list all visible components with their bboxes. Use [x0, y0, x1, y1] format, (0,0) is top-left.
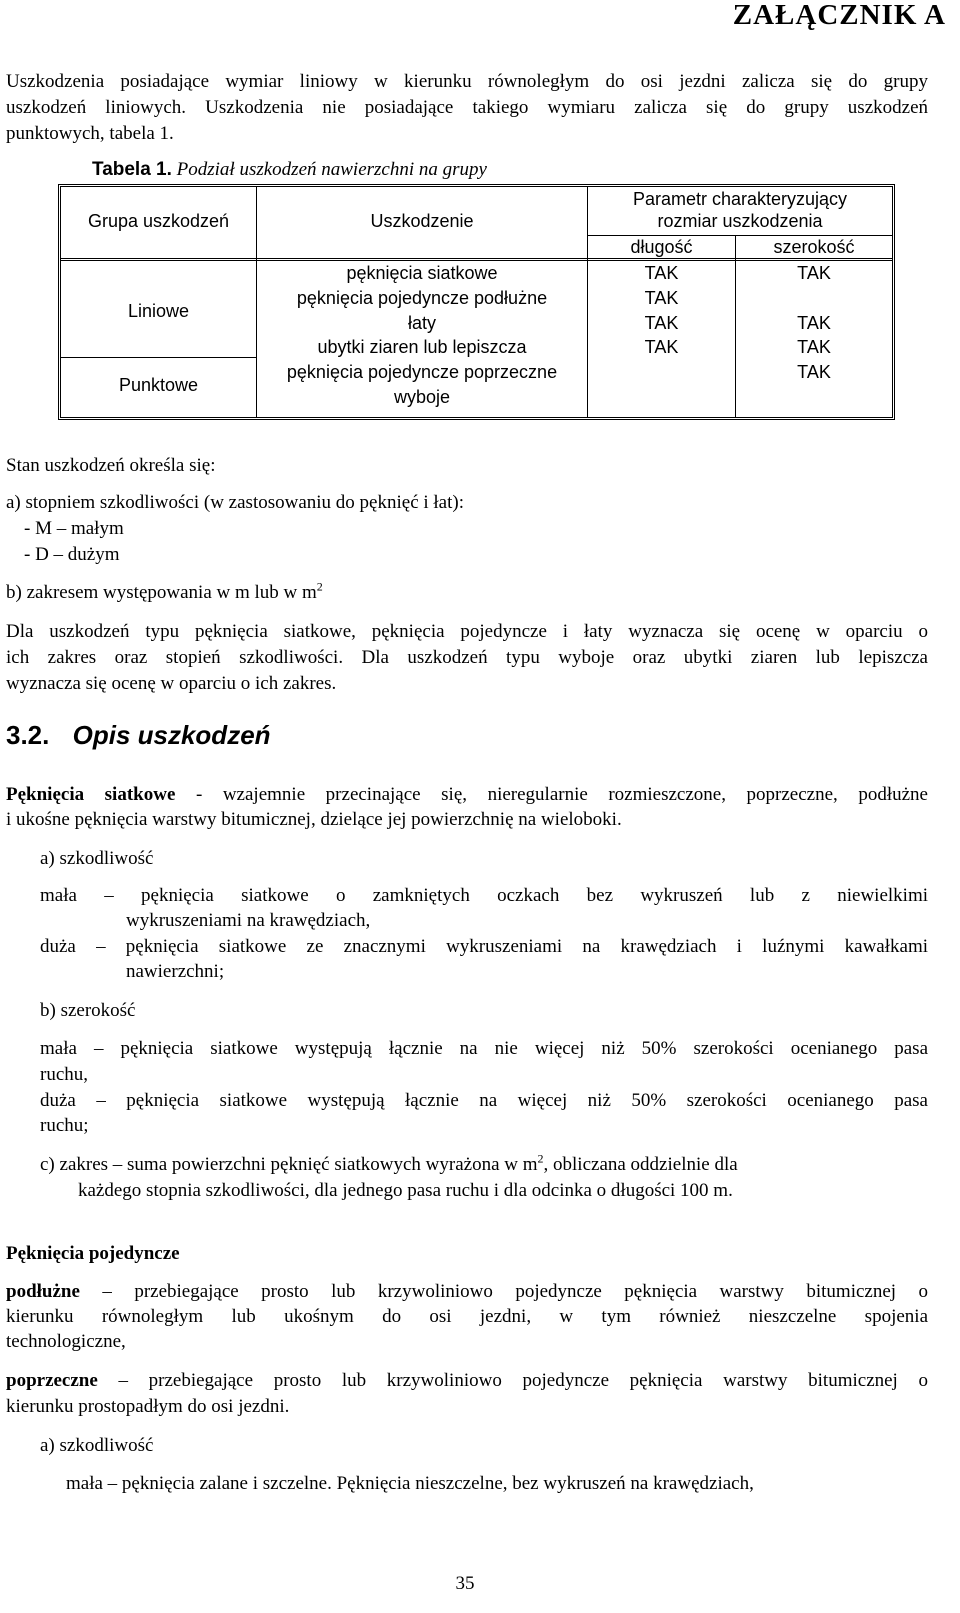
group-point: Punktowe — [118, 375, 199, 395]
state-desc-line-1: Dla uszkodzeń typu pęknięcia siatkowe, pęknięcia pojedyncze i łaty wyznacza się ocenę w oparciu o — [6, 621, 928, 642]
state-a-m: - M – małym — [24, 518, 124, 539]
single-long-line-2: kierunku równoległym lub ukośnym do osi jezdni, w tym również nieszczelne spojenia — [6, 1306, 928, 1327]
state-desc-line-2: ich zakres oraz stopień szkodliwości. Dla uszkodzeń typu wyboje oraz ubytki ziaren lub lepiszcza — [6, 647, 928, 668]
state-intro: Stan uszkodzeń określa się: — [6, 455, 216, 476]
mesh-b-large-line-1: duża – pęknięcia siatkowe występują łącznie na więcej niż 50% szerokości ocenianego pasa — [40, 1090, 928, 1111]
header-length: długość — [630, 237, 693, 257]
table-caption — [92, 156, 487, 183]
mesh-b-label: b) szerokość — [40, 1000, 136, 1021]
mesh-def-line-1: Pęknięcia siatkowe - wzajemnie przecinające się, nieregularnie rozmieszczone, poprzeczne, podłużne — [6, 784, 928, 805]
row-length: TAK — [644, 313, 679, 333]
page-header-title: ZAŁĄCZNIK A — [732, 0, 946, 31]
header-param-line1: Parametr charakteryzujący — [632, 189, 848, 209]
section-heading — [6, 718, 271, 752]
damage-group-table — [58, 184, 895, 420]
mesh-c-line-2: każdego stopnia szkodliwości, dla jednego pasa ruchu i dla odcinka o długości 100 m. — [78, 1180, 733, 1201]
state-a-d: - D – dużym — [24, 544, 120, 565]
row-damage: łaty — [407, 313, 436, 333]
table-caption-label: Tabela 1. — [92, 159, 172, 180]
row-width: TAK — [797, 263, 831, 283]
mesh-def-line-2: i ukośne pęknięcia warstwy bitumicznej, dzielące jej powierzchnię na wieloboki. — [6, 809, 622, 830]
single-title: Pęknięcia pojedyncze — [6, 1243, 180, 1264]
mesh-a-label: a) szkodliwość — [40, 848, 154, 869]
mesh-b-large-line-2: ruchu; — [40, 1115, 89, 1136]
mesh-a-large-line-1: duża – pęknięcia siatkowe ze znacznymi wykruszeniami na krawędziach i luźnymi kawałkami — [40, 936, 928, 957]
row-width: TAK — [797, 313, 831, 333]
intro-line-3: punktowych, tabela 1. — [6, 123, 174, 144]
header-param-line2: rozmiar uszkodzenia — [657, 211, 823, 231]
section-number: 3.2. — [6, 720, 50, 750]
state-desc-line-3: wyznacza się ocenę w oparciu o ich zakres. — [6, 673, 337, 694]
single-a-label: a) szkodliwość — [40, 1435, 154, 1456]
row-width: TAK — [797, 362, 831, 382]
mesh-c-line-1: c) zakres – suma powierzchni pęknięć siatkowych wyrażona w $m^2$, obliczana oddzielnie dla — [40, 1151, 738, 1175]
row-length: TAK — [644, 337, 679, 357]
row-damage: pęknięcia siatkowe — [346, 263, 498, 283]
header-group: Grupa uszkodzeń — [87, 211, 230, 231]
mesh-b-small-line-2: ruchu, — [40, 1064, 89, 1085]
state-b: b) zakresem występowania w m lub w $m^2$ — [6, 579, 323, 603]
intro-line-1: Uszkodzenia posiadające wymiar liniowy w kierunku równoległym do osi jezdni zalicza się do grupy — [6, 71, 928, 92]
single-a-small: mała – pęknięcia zalane i szczelne. Pęknięcia nieszczelne, bez wykruszeń na krawędziach, — [66, 1473, 754, 1494]
group-linear: Liniowe — [127, 301, 190, 321]
row-damage: wyboje — [393, 387, 451, 407]
row-length: TAK — [644, 288, 679, 308]
table-caption-text: Podział uszkodzeń nawierzchni na grupy — [176, 159, 487, 180]
row-damage: ubytki ziaren lub lepiszcza — [317, 337, 527, 357]
row-damage: pęknięcia pojedyncze poprzeczne — [286, 362, 558, 382]
single-long-line-1: podłużne – przebiegające prosto lub krzywoliniowo pojedyncze pęknięcia warstwy bitumicznej o — [6, 1281, 928, 1302]
mesh-a-small-line-1: mała – pęknięcia siatkowe o zamkniętych oczkach bez wykruszeń lub z niewielkimi — [40, 885, 928, 906]
header-damage: Uszkodzenie — [370, 211, 474, 231]
row-damage: pęknięcia pojedyncze podłużne — [296, 288, 548, 308]
mesh-b-small-line-1: mała – pęknięcia siatkowe występują łącznie na nie więcej niż 50% szerokości ocenianego pasa — [40, 1038, 928, 1059]
section-title: Opis uszkodzeń — [72, 720, 271, 750]
row-length: TAK — [644, 263, 679, 283]
single-trans-line-1: poprzeczne – przebiegające prosto lub krzywoliniowo pojedyncze pęknięcia warstwy bitumicznej o — [6, 1370, 928, 1391]
single-long-line-3: technologiczne, — [6, 1331, 126, 1352]
page-number: 35 — [455, 1573, 475, 1594]
mesh-a-small-line-2: wykruszeniami na krawędziach, — [126, 910, 371, 931]
single-trans-line-2: kierunku prostopadłym do osi jezdni. — [6, 1396, 290, 1417]
header-width: szerokość — [773, 237, 855, 257]
row-width: TAK — [797, 337, 831, 357]
mesh-a-large-line-2: nawierzchni; — [126, 961, 225, 982]
intro-line-2: uszkodzeń liniowych. Uszkodzenia nie posiadające takiego wymiaru zalicza się do grupy uszkodzeń — [6, 97, 928, 118]
state-a: a) stopniem szkodliwości (w zastosowaniu do pęknięć i łat): — [6, 492, 465, 513]
